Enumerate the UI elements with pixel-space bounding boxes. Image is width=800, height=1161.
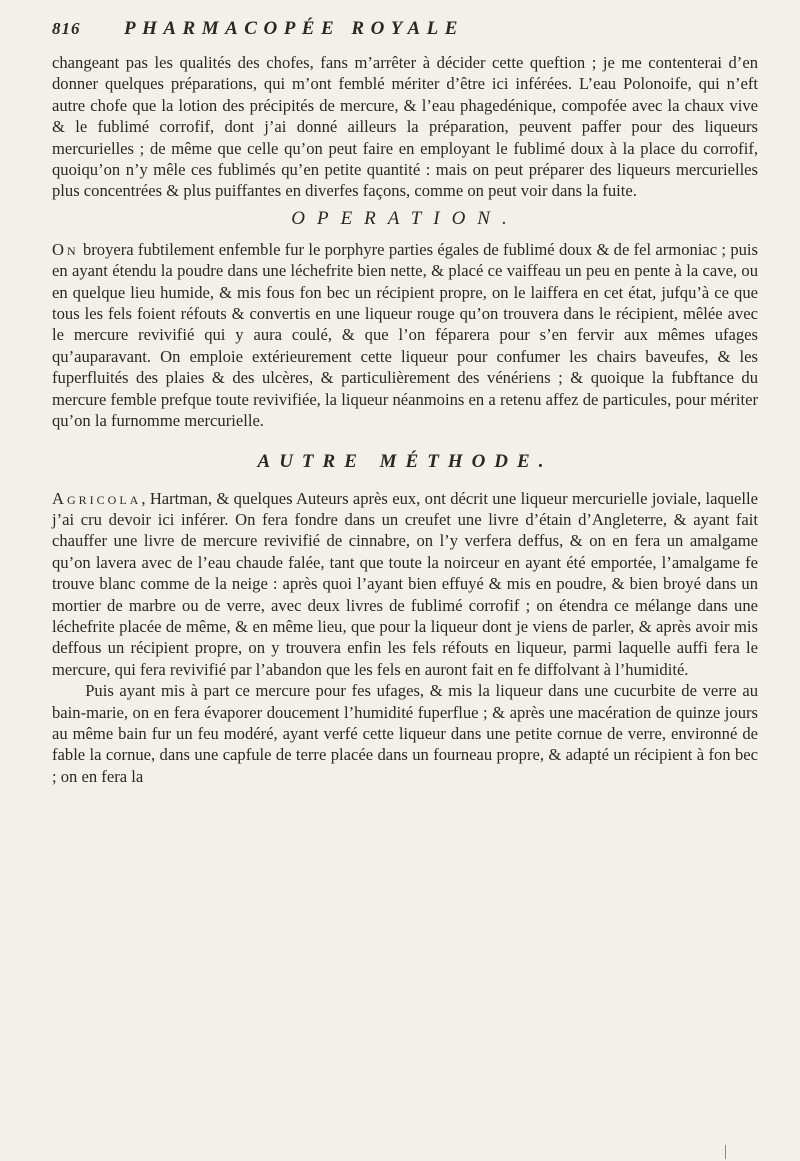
methode-body: , Hartman, & quelques Auteurs après eux, ont décrit une liqueur mercurielle joviale, laquelle j’ai cru devoir ici inférer. On fera fondre dans un creufet une livre d’étain d’Angleterre, & ayant fait chauffer une livre de mercure revivifié de cinnabre, on l’y verfera deffus, & on en fera un amalgame qu’on lavera avec de l’eau chaude falée, tant que toute la noirceur en ayant été emportée, l’amalgame fe trouve blanc comme de la neige : après quoi l’ayant bien effuyé & mis en poudre, & bien broyé dans un mortier de marbre ou de verre, avec deux livres de fublimé corrofif ; on étendra ce mélange dans une léchefrite placée de même, & en même lieu, que pour la liqueur dont je viens de parler, & après avoir mis deffous un récipient propre, on y trouvera enfin les fels réfouts en liqueur, parmi laquelle auffi fera le mercure, qui fera revivifié par l’abandon que les fels en auront fait en fe diffolvant à l’humidité. <box>52 488 758 679</box>
page-edge-mark <box>725 1145 730 1159</box>
running-title: PHARMACOPÉE ROYALE <box>124 18 464 39</box>
methode-paragraph <box>52 488 758 681</box>
section-heading-autre-methode: AUTRE MÉTHODE. <box>257 450 553 472</box>
running-header <box>52 18 758 48</box>
section-heading-operation: OPERATION. <box>291 207 519 229</box>
operation-body: broyera fubtilement enfemble fur le porphyre parties égales de fublimé doux & de fel armoniac ; puis en ayant étendu la poudre dans une léchefrite bien nette, & placé ce vaiffeau un peu en pente à la cave, ou en quelque lieu humide, & mis fous fon bec un récipient propre, on le laiffera en cet état, jufqu’à ce que tous les fels foient réfouts & convertis en une liqueur rouge qu’on trouvera dans le récipient, mêlée avec le mercure revivifié qui y aura coulé, & que l’on féparera pour s’en fervir aux mêmes ufages qu’auparavant. On emploie extérieurement cette liqueur pour confumer les chairs baveufes, & les fuperfluités des plaies & des ulcères, & particulièrement des vénériens ; & quoique la fubftance du mercure femble prefque toute revivifiée, la liqueur néanmoins en a retenu affez de particules, pour mériter qu’on la furnomme mercurielle. <box>52 239 758 431</box>
methode-paragraph-2: Puis ayant mis à part ce mercure pour fes ufages, & mis la liqueur dans une cucurbite de verre au bain-marie, on en fera évaporer doucement l’humidité fuperflue ; & après une macération de quinze jours au même bain fur un feu modéré, ayant verfé cette liqueur dans une petite cornue de verre, environné de fable la cornue, dans une capfule de terre placée dans un fourneau propre, & adapté un récipient à fon bec ; on en fera la <box>52 681 758 786</box>
page-number: 816 <box>52 19 81 38</box>
operation-lead-word: On <box>52 239 79 259</box>
operation-paragraph <box>52 239 758 432</box>
intro-paragraph: changeant pas les qualités des chofes, fans m’arrêter à décider cette queftion ; je me contenterai d’en donner quelques préparations, qui m’ont femblé mériter d’être ici inférées. L’eau Polonoife, qui n’eft autre chofe que la lotion des précipités de mercure, & l’eau phagedénique, compofée avec la chaux vive & le fublimé corrofif, dont j’ai donné ailleurs la préparation, peuvent paffer pour des liqueurs mercurielles ; de même que celle qu’on peut faire en employant le fublimé doux à la place du corrofif, quoiqu’on n’y mêle ces fublimés qu’en petite quantité : mais on peut préparer des liqueurs mercurielles plus concentrées & plus puiffantes en diverfes façons, comme on peut voir dans la fuite. <box>52 53 758 201</box>
methode-lead-word: Agricola <box>52 488 142 508</box>
